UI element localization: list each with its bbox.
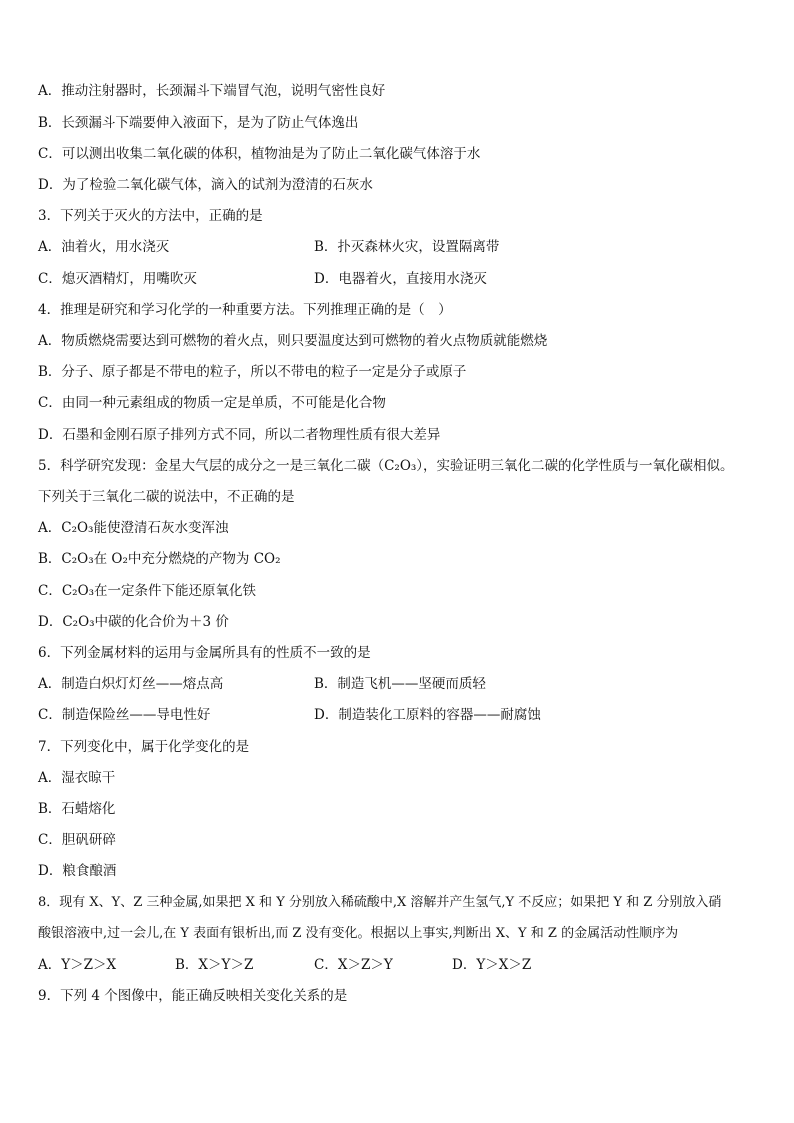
- q4-option-b: B．分子、原子都是不带电的粒子，所以不带电的粒子一定是分子或原子: [38, 364, 467, 380]
- q5-stem-line1: 5．科学研究发现：金星大气层的成分之一是三氧化二碳（C₂O₃），实验证明三氧化二碳的化学性质与一氧化碳相似。: [38, 458, 734, 474]
- q8-option-c: C．X＞Z＞Y: [314, 957, 393, 973]
- q2-option-b: B．长颈漏斗下端要伸入液面下，是为了防止气体逸出: [38, 115, 359, 131]
- q6-stem: 6．下列金属材料的运用与金属所具有的性质不一致的是: [38, 645, 371, 661]
- q2-option-c: C．可以测出收集二氧化碳的体积，植物油是为了防止二氧化碳气体溶于水: [38, 146, 481, 162]
- q5-option-b: B．C₂O₃在 O₂中充分燃烧的产物为 CO₂: [38, 551, 281, 567]
- q8-option-b: B．X＞Y＞Z: [175, 957, 254, 973]
- q8-option-a: A．Y＞Z＞X: [38, 957, 117, 973]
- q8-stem-line1: 8．现有 X、Y、Z 三种金属,如果把 X 和 Y 分别放入稀硫酸中,X 溶解并产生氢气,Y 不反应；如果把 Y 和 Z 分别放入硝: [38, 895, 722, 910]
- q8-stem-line2: 酸银溶液中,过一会儿,在 Y 表面有银析出,而 Z 没有变化。根据以上事实,判断出 X、Y 和 Z 的金属活动性顺序为: [38, 926, 679, 941]
- q7-option-d: D．粮食酿酒: [38, 863, 117, 879]
- q5-option-d: D．C₂O₃中碳的化合价为＋3 价: [38, 614, 229, 630]
- q6-option-b: B．制造飞机——坚硬而质轻: [314, 676, 486, 692]
- q6-option-d: D．制造装化工原料的容器——耐腐蚀: [314, 707, 541, 723]
- q9-stem: 9．下列 4 个图像中，能正确反映相关变化关系的是: [38, 988, 348, 1004]
- q3-option-a: A．油着火，用水浇灭: [38, 239, 170, 255]
- q4-option-a: A．物质燃烧需要达到可燃物的着火点，则只要温度达到可燃物的着火点物质就能燃烧: [38, 333, 548, 349]
- q3-stem: 3．下列关于灭火的方法中，正确的是: [38, 208, 263, 224]
- q7-option-a: A．湿衣晾干: [38, 770, 116, 786]
- q5-stem-line2: 下列关于三氧化二碳的说法中，不正确的是: [38, 489, 295, 505]
- q4-option-d: D．石墨和金刚石原子排列方式不同，所以二者物理性质有很大差异: [38, 427, 441, 443]
- q7-stem: 7．下列变化中，属于化学变化的是: [38, 739, 250, 755]
- q3-option-d: D．电器着火，直接用水浇灭: [314, 271, 487, 287]
- q3-option-b: B．扑灭森林火灾，设置隔离带: [314, 239, 500, 255]
- q2-option-a: A．推动注射器时，长颈漏斗下端冒气泡，说明气密性良好: [38, 83, 386, 99]
- q8-option-d: D．Y＞X＞Z: [452, 957, 532, 973]
- q4-stem: 4．推理是研究和学习化学的一种重要方法。下列推理正确的是（ ）: [38, 302, 452, 318]
- q4-option-c: C．由同一种元素组成的物质一定是单质，不可能是化合物: [38, 395, 386, 411]
- q6-option-a: A．制造白炽灯灯丝——熔点高: [38, 676, 224, 692]
- q3-option-c: C．熄灭酒精灯，用嘴吹灭: [38, 271, 197, 287]
- q7-option-b: B．石蜡熔化: [38, 801, 116, 817]
- q5-option-c: C．C₂O₃在一定条件下能还原氧化铁: [38, 583, 257, 599]
- q2-option-d: D．为了检验二氧化碳气体，滴入的试剂为澄清的石灰水: [38, 177, 373, 193]
- q7-option-c: C．胆矾研碎: [38, 832, 116, 848]
- q6-option-c: C．制造保险丝——导电性好: [38, 707, 211, 723]
- q5-option-a: A．C₂O₃能使澄清石灰水变浑浊: [38, 520, 229, 536]
